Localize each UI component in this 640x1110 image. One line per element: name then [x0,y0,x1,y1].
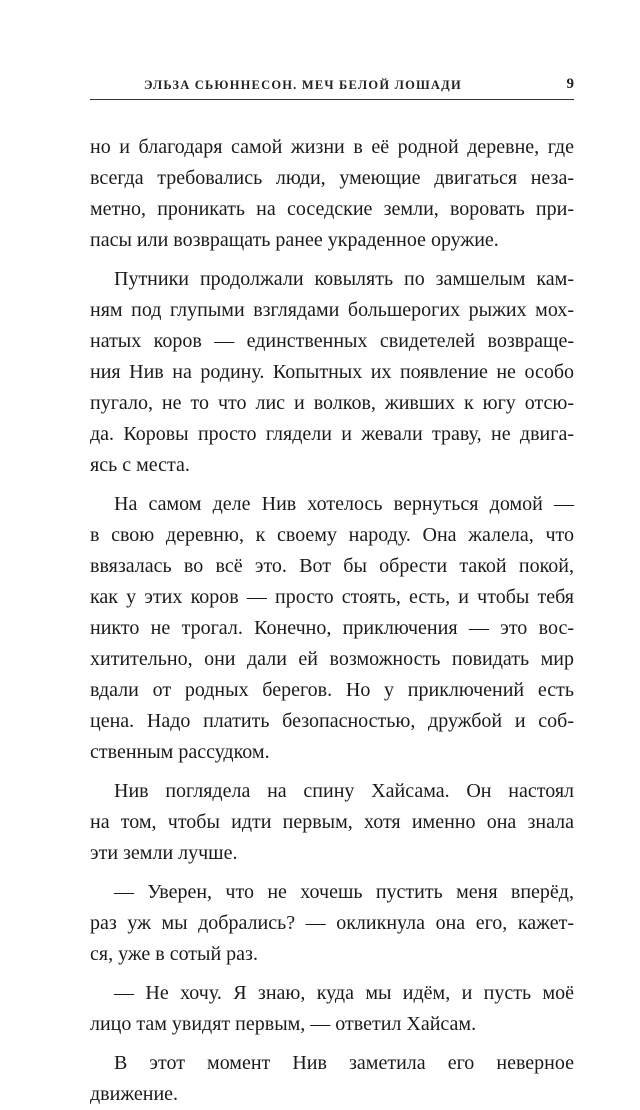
text-line: пасы или возвращать ранее украденное оружие. [90,229,499,251]
text-line: ния Нив на родину. Копытных их появление не особо [90,361,574,383]
running-title: ЭЛЬЗА СЬЮННЕСОН. МЕЧ БЕЛОЙ ЛОШАДИ [144,78,462,92]
text-line: эти земли лучше. [90,842,238,864]
paragraph [90,264,574,481]
text-line: цена. Надо платить безопасностью, дружбой и соб- [90,710,574,732]
text-line: ням под глупыми взглядами большерогих рыжих мох- [90,299,574,321]
text-line: хитительно, они дали ей возможность повидать мир [90,648,574,670]
text-line: — Не хочу. Я знаю, куда мы идём, и пусть моё [114,982,574,1004]
page-number: 9 [566,76,574,92]
text-line: вдали от родных берегов. Но у приключений есть [90,679,574,701]
body-text [90,132,574,1110]
text-line: пугало, не то что лис и волков, живших к югу отсю- [90,392,574,414]
text-line: как у этих коров — просто стоять, есть, и чтобы тебя [90,586,574,608]
paragraph [90,776,574,869]
paragraph [90,489,574,768]
text-line: движение. [90,1083,179,1105]
running-header [90,78,574,98]
text-line: метно, проникать на соседские земли, воровать при- [90,198,574,220]
text-line: В этот момент Нив заметила его неверное [114,1052,574,1074]
text-line: раз уж мы добрались? — окликнула она его, кажет- [90,912,574,934]
text-line: На самом деле Нив хотелось вернуться домой — [114,493,574,515]
text-line: на том, чтобы идти первым, хотя именно она знала [90,811,574,833]
text-line: ввязалась во всё это. Вот бы обрести такой покой, [90,555,574,577]
text-line: да. Коровы просто глядели и жевали траву, не двига- [90,423,574,445]
text-line: Путники продолжали ковылять по замшелым кам- [114,268,574,290]
paragraph [90,132,574,256]
paragraph [90,1048,574,1110]
text-line: ясь с места. [90,454,190,476]
text-line: натых коров — единственных свидетелей возвраще- [90,330,574,352]
text-line: Нив поглядела на спину Хайсама. Он настоял [114,780,574,802]
paragraph [90,877,574,970]
paragraph [90,978,574,1040]
text-line: — Уверен, что не хочешь пустить меня вперёд, [114,881,574,903]
text-line: никто не трогал. Конечно, приключения — это вос- [90,617,574,639]
text-line: ственным рассудком. [90,741,270,763]
text-line: но и благодаря самой жизни в её родной деревне, где [90,136,574,158]
text-line: лицо там увидят первым, — ответил Хайсам. [90,1013,477,1035]
header-rule [90,99,574,100]
text-line: в свою деревню, к своему народу. Она жалела, что [90,524,574,546]
text-line: ся, уже в сотый раз. [90,943,258,965]
text-line: всегда требовались люди, умеющие двигаться неза- [90,167,574,189]
